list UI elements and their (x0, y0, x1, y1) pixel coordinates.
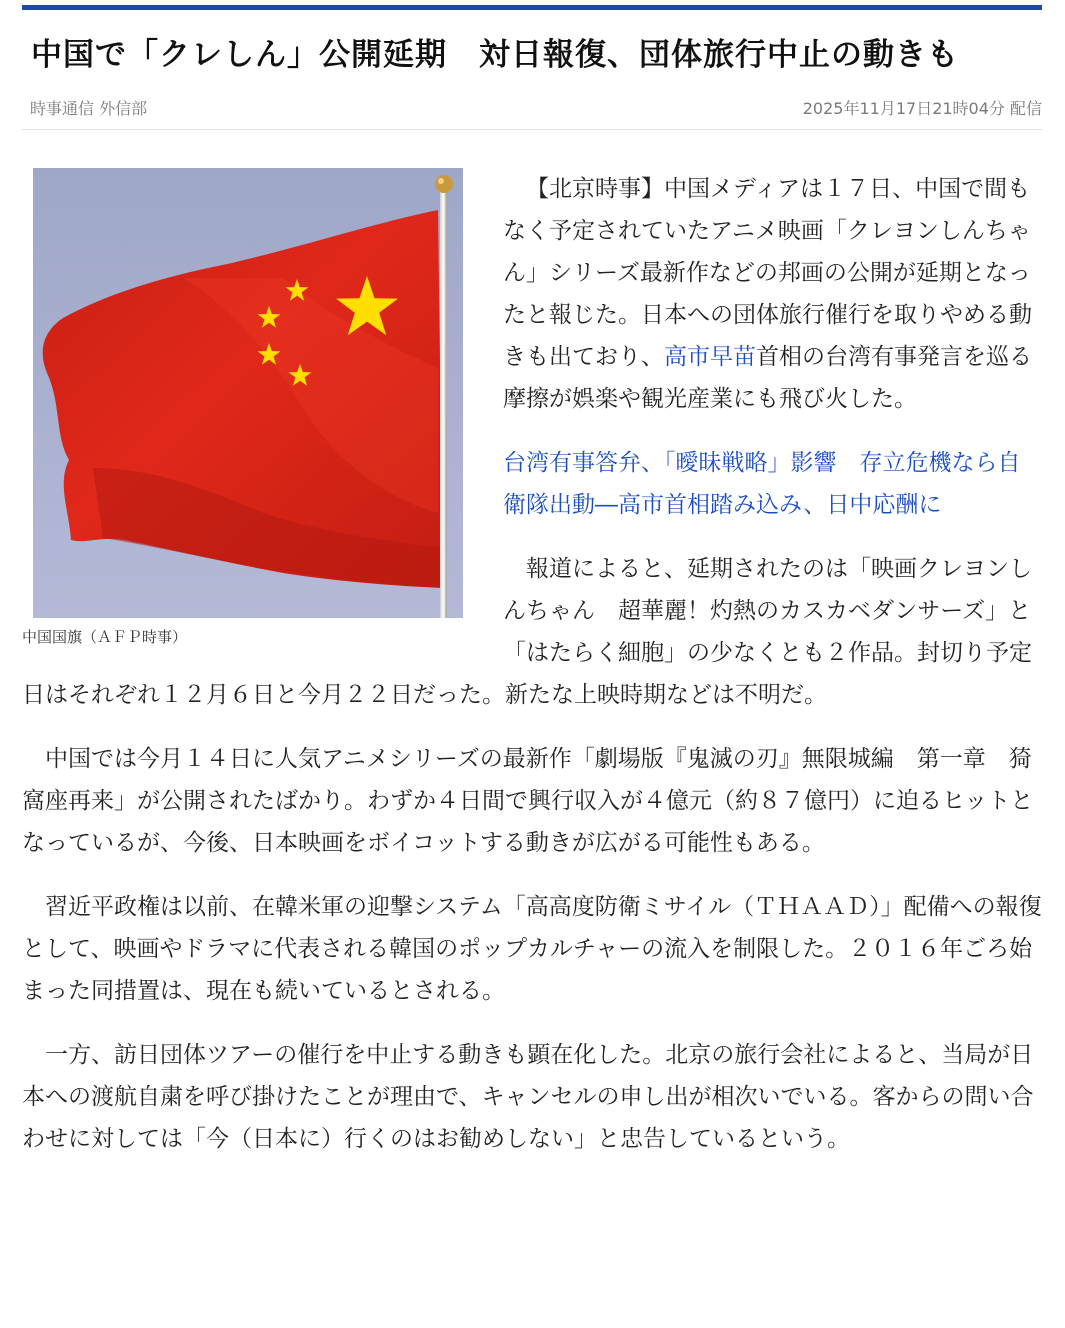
related-article-link[interactable]: 台湾有事答弁、「曖昧戦略」影響 存立危機なら自衛隊出動―高市首相踏み込み、日中応酬に (503, 450, 1021, 518)
paragraph-3: 中国では今月１４日に人気アニメシリーズの最新作「劇場版『鬼滅の刃』無限城編 第一章 猗窩座再来」が公開されたばかり。わずか４日間で興行収入が４億元（約８７億円）に迫るヒットとなっているが、今後、日本映画をボイコットする動きが広がる可能性もある。 (22, 746, 1034, 856)
article-headline: 中国で「クレしん」公開延期 対日報復、団体旅行中止の動きも (31, 37, 959, 73)
paragraph-1-text-b: 首相の台湾有事発言を巡る摩擦が娯楽や観光産業にも飛び火した。 (503, 344, 1032, 412)
person-link-takaichi[interactable]: 高市早苗 (664, 344, 756, 370)
top-accent-rule (22, 5, 1042, 10)
paragraph-1-text-a: 【北京時事】中国メディアは１７日、中国で間もなく予定されていたアニメ映画「クレヨンしんちゃん」シリーズ最新作などの邦画の公開が延期となったと報じた。日本への団体旅行催行を取りやめる動きも出ており、 (503, 176, 1032, 370)
chinese-flag-photo (33, 168, 463, 618)
article-source: 時事通信 外信部 (30, 99, 148, 118)
paragraph-4: 習近平政権は以前、在韓米軍の迎撃システム「高高度防衛ミサイル（ＴＨＡＡＤ）」配備への報復として、映画やドラマに代表される韓国のポップカルチャーの流入を制限した。２０１６年ごろ始まった同措置は、現在も続いているとされる。 (22, 894, 1042, 1004)
article (22, 5, 1042, 1160)
paragraph-5: 一方、訪日団体ツアーの催行を中止する動きも顕在化した。北京の旅行会社によると、当局が日本への渡航自粛を呼び掛けたことが理由で、キャンセルの申し出が相次いでいる。客からの問い合わせに対しては「今（日本に）行くのはお勧めしない」と忠告しているという。 (22, 1042, 1034, 1152)
article-date: 2025年11月17日21時04分 配信 (802, 99, 1042, 118)
article-meta (22, 96, 1042, 130)
article-figure (22, 168, 477, 648)
paragraph-2: 報道によると、延期されたのは「映画クレヨンしんちゃん 超華麗！灼熱のカスカベダンサーズ」と「はたらく細胞」の少なくとも２作品。封切り予定日はそれぞれ１２月６日と今月２２日だった。新たな上映時期などは不明だ。 (22, 556, 1032, 708)
photo-caption: 中国国旗（ＡＦＰ時事） (22, 628, 188, 646)
article-body (22, 168, 1042, 1160)
